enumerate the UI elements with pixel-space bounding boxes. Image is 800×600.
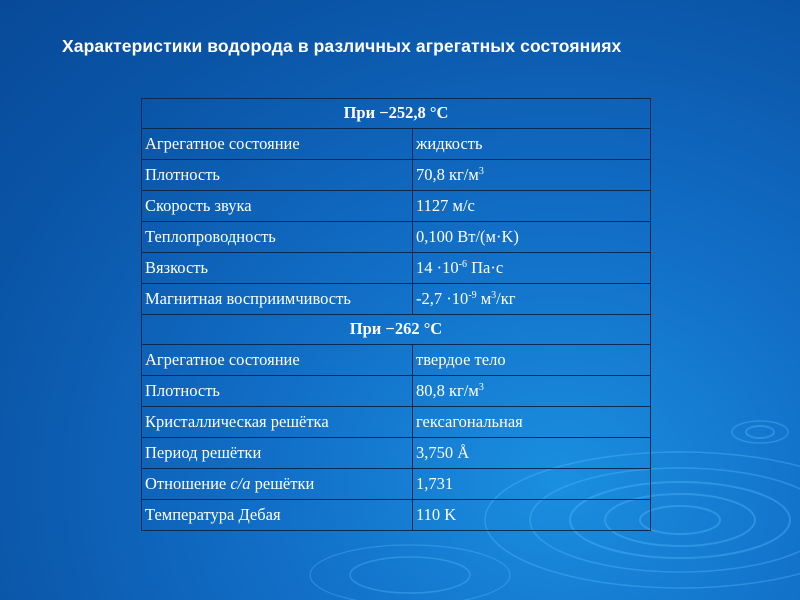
section-header-row [142, 99, 651, 129]
table-row [142, 284, 651, 315]
property-value: гексагональная [413, 407, 651, 438]
property-value: жидкость [413, 129, 651, 160]
value-superscript: 3 [478, 381, 484, 393]
table-row [142, 253, 651, 284]
table-row [142, 469, 651, 500]
property-value: 1127 м/с [413, 191, 651, 222]
table-row [142, 160, 651, 191]
property-label: Плотность [142, 376, 413, 407]
property-label: Агрегатное состояние [142, 345, 413, 376]
value-superscript: 3 [478, 165, 484, 177]
property-label: Вязкость [142, 253, 413, 284]
table-row [142, 407, 651, 438]
value-text: -2,7 ·10 [416, 288, 469, 308]
property-value: 110 K [413, 500, 651, 531]
value-text: 70,8 кг/м [416, 164, 479, 184]
property-label: Кристаллическая решётка [142, 407, 413, 438]
table-row [142, 438, 651, 469]
property-label: Температура Дебая [142, 500, 413, 531]
property-value [413, 284, 651, 315]
table-row [142, 129, 651, 160]
property-label: Период решётки [142, 438, 413, 469]
property-value: твердое тело [413, 345, 651, 376]
property-value: 3,750 Å [413, 438, 651, 469]
section-header-solid: При −262 °С [142, 315, 651, 345]
value-superscript: -9 [468, 289, 477, 301]
value-text: 14 ·10 [416, 257, 459, 277]
table-row [142, 345, 651, 376]
property-value [413, 160, 651, 191]
value-unit: /кг [496, 288, 516, 308]
hydrogen-properties-table [141, 98, 651, 531]
table-row [142, 500, 651, 531]
section-header-row [142, 315, 651, 345]
label-text: решётки [250, 473, 315, 493]
label-text: Отношение [145, 473, 231, 493]
label-italic: c/a [230, 473, 251, 493]
slide-title: Характеристики водорода в различных агрегатных состояниях [62, 36, 622, 56]
property-value: 1,731 [413, 469, 651, 500]
value-superscript: 3 [491, 289, 497, 301]
table-row [142, 191, 651, 222]
value-superscript: -6 [458, 258, 467, 270]
table-row [142, 222, 651, 253]
property-label: Плотность [142, 160, 413, 191]
property-label: Магнитная восприимчивость [142, 284, 413, 315]
value-text: 80,8 кг/м [416, 380, 479, 400]
property-label [142, 469, 413, 500]
property-value [413, 376, 651, 407]
value-unit: Па·с [466, 257, 504, 277]
property-label: Теплопроводность [142, 222, 413, 253]
value-unit: м [476, 288, 492, 308]
property-label: Скорость звука [142, 191, 413, 222]
table-row [142, 376, 651, 407]
property-label: Агрегатное состояние [142, 129, 413, 160]
property-value [413, 253, 651, 284]
section-header-liquid: При −252,8 °С [142, 99, 651, 129]
property-value: 0,100 Вт/(м·K) [413, 222, 651, 253]
